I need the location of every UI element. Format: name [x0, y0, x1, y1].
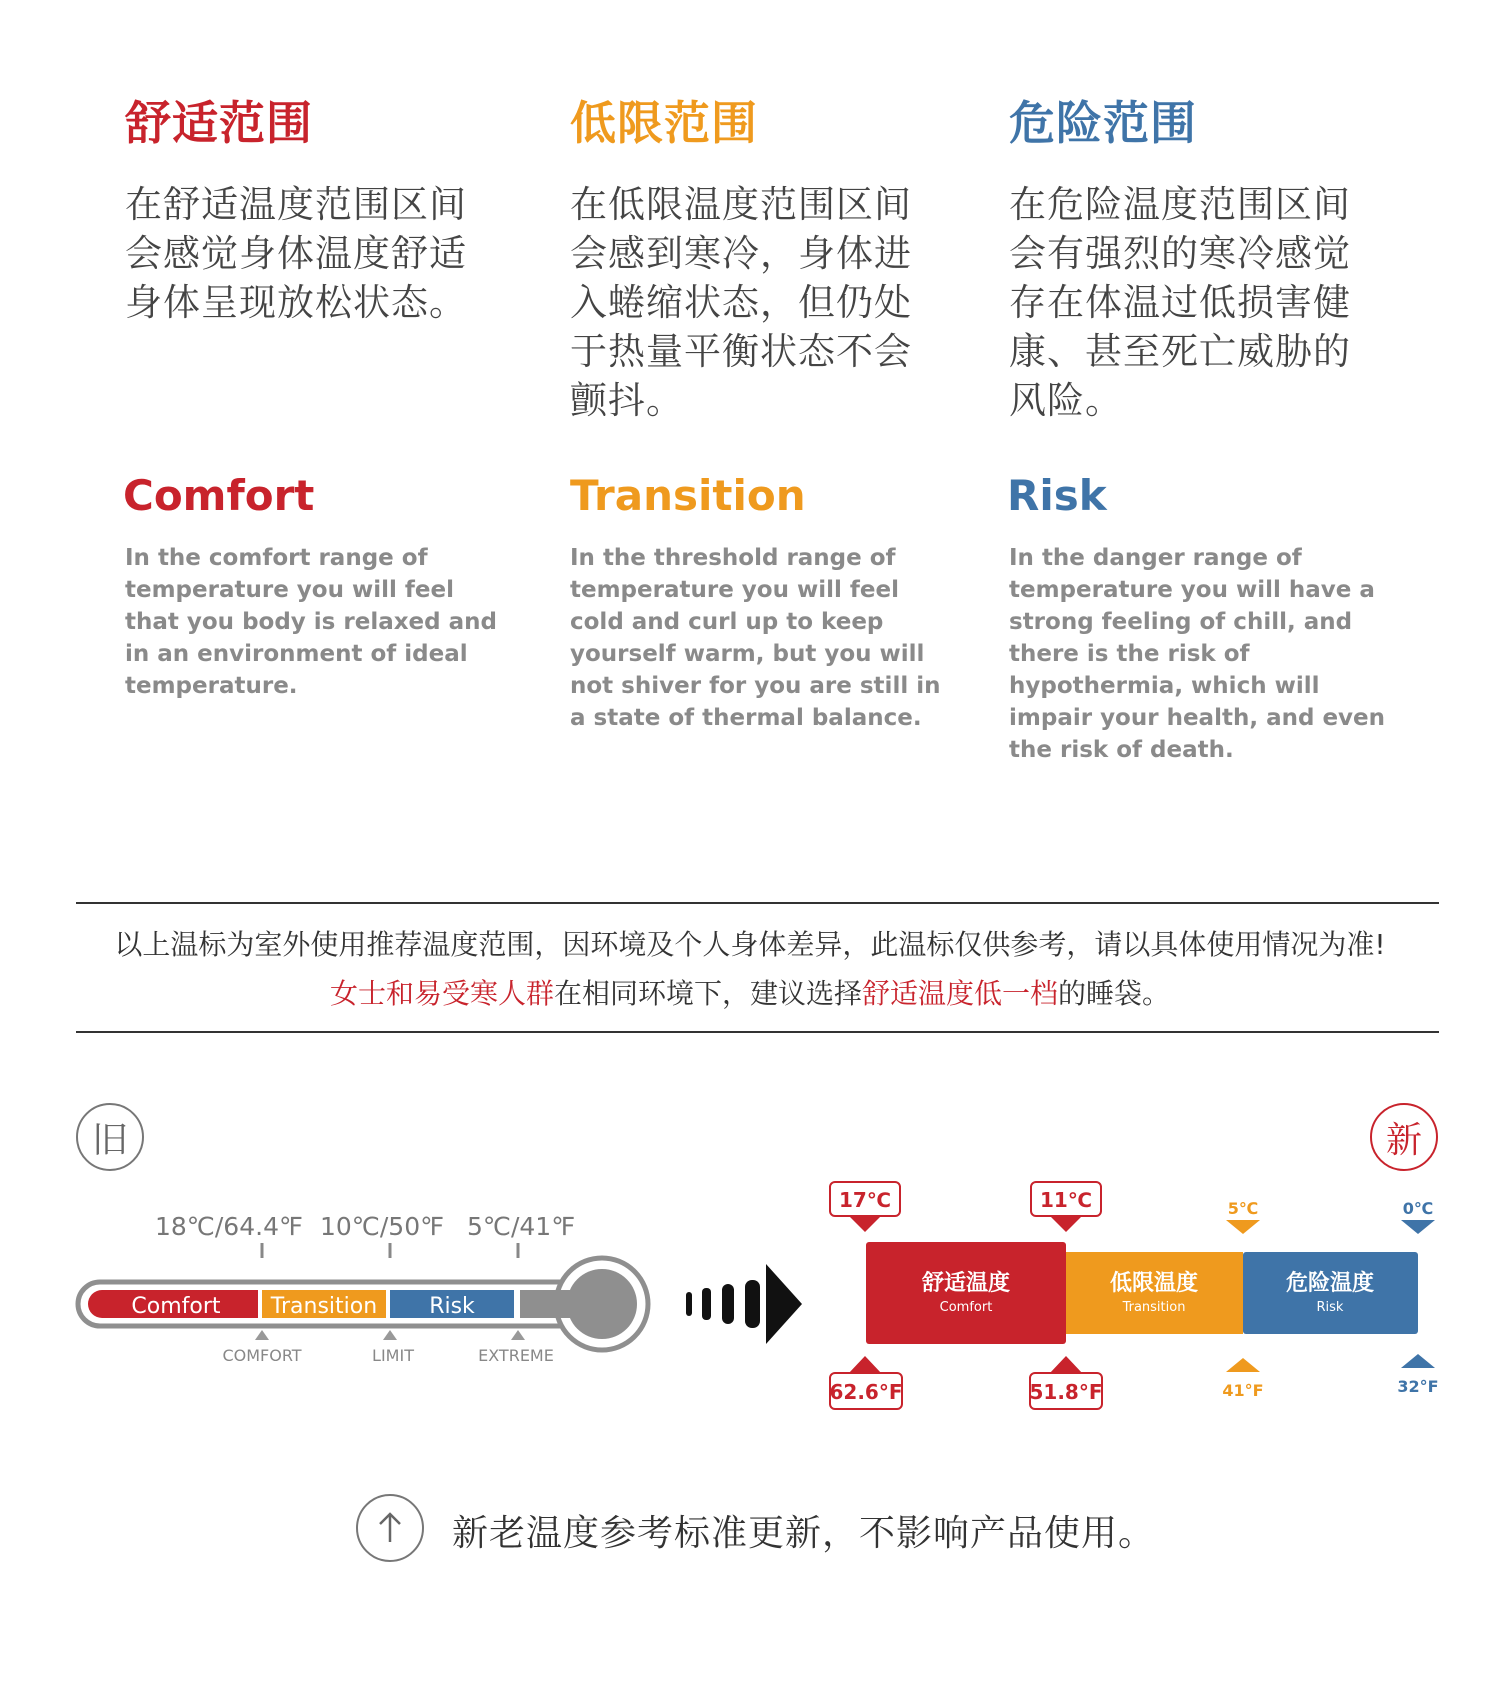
thermometer-bulb [567, 1269, 637, 1339]
new-top-marker-11c: 11℃ [1039, 1188, 1093, 1212]
new-seg-zh-transition: 低限温度 [1109, 1271, 1199, 1296]
old-bottom-label-limit: LIMIT [372, 1346, 414, 1365]
comfort-zh-title: 舒适范围 [125, 96, 313, 150]
triangle-marker [511, 1330, 525, 1340]
column-comfort [125, 96, 515, 327]
new-seg-en-comfort: Comfort [939, 1300, 993, 1315]
old-scale-thermometer [0, 1180, 830, 1370]
old-top-label-extreme: 5℃/41℉ [467, 1212, 576, 1241]
arrow-up-glyph [358, 1496, 422, 1560]
transition-en-title: Transition [570, 471, 806, 520]
marker-pointer [1401, 1220, 1435, 1234]
arrow-up-icon [356, 1494, 424, 1562]
old-top-label-limit: 10℃/50℉ [320, 1212, 444, 1241]
risk-zh-line: 风险。 [1009, 379, 1123, 422]
marker-pointer [1226, 1358, 1260, 1372]
new-top-marker-0c: 0℃ [1402, 1199, 1434, 1218]
footer-text: 新老温度参考标准更新，不影响产品使用。 [452, 1513, 1156, 1554]
risk-en-title: Risk [1007, 471, 1107, 520]
new-top-marker-17c: 17℃ [838, 1188, 892, 1212]
transition-en-body: In the threshold range of temperature you will feel cold and curl up to keep yourself warm, but you will not shiver for you are still in a state of thermal balance. [570, 545, 941, 731]
transition-zh-line: 颤抖。 [570, 379, 684, 422]
old-badge: 旧 [76, 1103, 144, 1171]
transition-zh-line: 于热量平衡状态不会 [570, 330, 912, 373]
comfort-en-body: In the comfort range of temperature you will feel that you body is relaxed and in an environment of ideal temperature. [125, 545, 497, 699]
new-bottom-marker-51f: 51.8°F [1029, 1380, 1103, 1404]
risk-zh-line: 会有强烈的寒冷感觉 [1009, 232, 1351, 275]
triangle-marker [383, 1330, 397, 1340]
old-seg-label-comfort: Comfort [131, 1294, 221, 1319]
old-bottom-label-extreme: EXTREME [478, 1346, 554, 1365]
transition-arrow-icon [686, 1264, 802, 1344]
comfort-zh-line: 身体呈现放松状态。 [125, 281, 467, 324]
transition-zh-line: 在低限温度范围区间 [570, 183, 912, 226]
old-top-label-comfort: 18℃/64.4℉ [155, 1212, 303, 1241]
new-scale-bar [820, 1170, 1450, 1430]
triangle-marker [255, 1330, 269, 1340]
old-seg-label-risk: Risk [429, 1294, 475, 1319]
comfort-zh-line: 在舒适温度范围区间 [125, 183, 467, 226]
notice-highlight-lower: 舒适温度低一档 [862, 977, 1059, 1010]
new-seg-en-transition: Transition [1122, 1300, 1186, 1315]
risk-zh-line: 存在体温过低损害健 [1009, 281, 1351, 324]
divider-top [76, 902, 1439, 904]
old-segment-comfort-edge [240, 1290, 258, 1318]
transition-zh-body [570, 180, 960, 425]
comfort-en-title: Comfort [123, 471, 315, 520]
old-bottom-label-comfort: COMFORT [222, 1346, 302, 1365]
marker-pointer [1049, 1356, 1083, 1374]
transition-zh-line: 入蜷缩状态，但仍处 [570, 281, 912, 324]
new-seg-en-risk: Risk [1316, 1300, 1344, 1315]
notice-line-1: 以上温标为室外使用推荐温度范围，因环境及个人身体差异，此温标仅供参考，请以具体使用情况为准! [114, 928, 1386, 961]
marker-pointer [1049, 1215, 1083, 1232]
new-seg-zh-comfort: 舒适温度 [921, 1271, 1011, 1296]
marker-pointer [848, 1215, 882, 1232]
new-seg-zh-risk: 危险温度 [1285, 1271, 1375, 1296]
risk-zh-line: 康、甚至死亡威胁的 [1009, 330, 1351, 373]
notice-mid: 在相同环境下，建议选择 [553, 977, 862, 1010]
column-transition [570, 96, 960, 425]
marker-pointer [1226, 1220, 1260, 1234]
risk-zh-line: 在危险温度范围区间 [1009, 183, 1351, 226]
comfort-zh-body [125, 180, 515, 327]
marker-pointer [848, 1356, 882, 1374]
marker-pointer [1401, 1354, 1435, 1368]
new-bottom-marker-62f: 62.6°F [829, 1380, 903, 1404]
transition-zh-line: 会感到寒冷，身体进 [570, 232, 912, 275]
risk-zh-title: 危险范围 [1009, 96, 1197, 150]
new-bottom-marker-41f: 41°F [1222, 1381, 1264, 1400]
notice-highlight-women: 女士和易受寒人群 [329, 977, 554, 1010]
notice-line-2 [0, 972, 1500, 1012]
new-top-marker-5c: 5℃ [1227, 1199, 1259, 1218]
risk-en-body: In the danger range of temperature you will have a strong feeling of chill, and there is the risk of hypothermia, which will impair your health, and even the risk of death. [1009, 545, 1386, 763]
old-seg-label-transition: Transition [270, 1294, 378, 1319]
column-risk [1009, 96, 1399, 425]
risk-zh-body [1009, 180, 1399, 425]
comfort-zh-line: 会感觉身体温度舒适 [125, 232, 467, 275]
notice-end: 的睡袋。 [1058, 977, 1171, 1010]
divider-bottom [76, 1031, 1439, 1033]
new-badge: 新 [1370, 1103, 1438, 1171]
new-bottom-marker-32f: 32°F [1397, 1377, 1439, 1396]
transition-zh-title: 低限范围 [570, 96, 758, 150]
